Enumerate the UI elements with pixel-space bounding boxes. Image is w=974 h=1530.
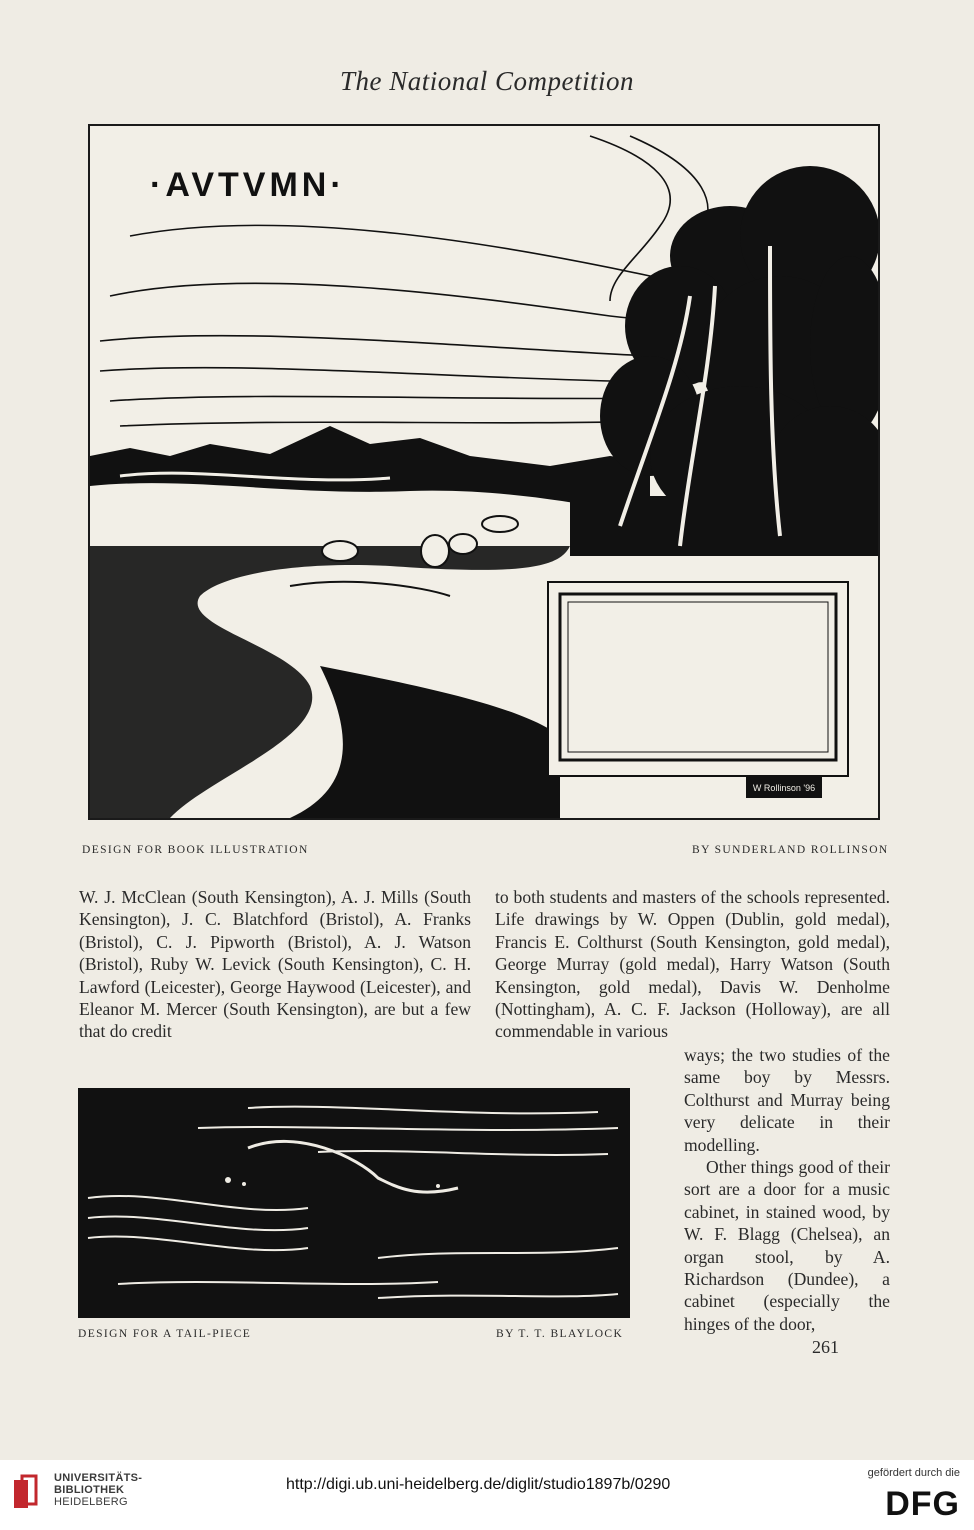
autumn-illustration [88, 124, 880, 820]
library-logo-icon [12, 1474, 46, 1512]
narrow-paragraph-1: ways; the two studies of the same boy by Messrs. Colthurst and Murray being very delicate in their modelling. [684, 1045, 890, 1155]
library-name-line-1: UNIVERSITÄTS- [54, 1472, 143, 1484]
funded-by-label: gefördert durch die [867, 1467, 960, 1479]
narrow-column [684, 1044, 890, 1335]
right-column [495, 886, 890, 1043]
artist-signature: W Rollinson '96 [752, 783, 816, 793]
digitization-footer [0, 1460, 974, 1530]
plate-caption-left: DESIGN FOR BOOK ILLUSTRATION [82, 844, 309, 856]
tail-caption-right: BY T. T. BLAYLOCK [496, 1328, 624, 1340]
tail-caption-left: DESIGN FOR A TAIL-PIECE [78, 1328, 252, 1340]
page-title: The National Competition [339, 66, 634, 96]
tail-piece-illustration [78, 1088, 630, 1318]
library-name [54, 1472, 142, 1508]
right-column-text: to both students and masters of the schools represented. Life drawings by W. Oppen (Dublin, gold medal), Francis E. Colthurst (South Kensington, gold medal), George Murray (gold medal), Harry Watson (South Kensington, gold medal), Davis W. Denholme (Nottingham), A. C. F. Jackson (Holloway), are all commendable in various [495, 887, 890, 1042]
plate-caption-right: BY SUNDERLAND ROLLINSON [692, 844, 889, 856]
library-name-line-2: BIBLIOTHEK [54, 1484, 125, 1496]
plate-title: ·AVTVMN· [150, 166, 346, 204]
source-url-link[interactable]: http://digi.ub.uni-heidelberg.de/diglit/studio1897b/0290 [286, 1476, 671, 1493]
narrow-paragraph-2: Other things good of their sort are a door for a music cabinet, in stained wood, by W. F. Blagg (Chelsea), an organ stool, by A. Richardson (Dundee), a cabinet (especially the hinges of the door, [684, 1157, 890, 1334]
left-column-text: W. J. McClean (South Kensington), A. J. Mills (South Kensington), J. C. Blatchford (Bristol), A. Franks (Bristol), C. J. Pipworth (Bristol), A. J. Watson (Bristol), Ruby W. Levick (South Kensington), C. H. Lawford (Leicester), George Haywood (Leicester), and Eleanor M. Mercer (South Kensington), are but a few that do credit [79, 887, 471, 1042]
library-name-line-3: HEIDELBERG [54, 1496, 128, 1508]
left-column [79, 886, 471, 1043]
page-number: 261 [812, 1337, 839, 1357]
landscape-drawing [90, 126, 878, 818]
dfg-logo: DFG [885, 1485, 960, 1523]
tail-piece-drawing [78, 1088, 630, 1318]
